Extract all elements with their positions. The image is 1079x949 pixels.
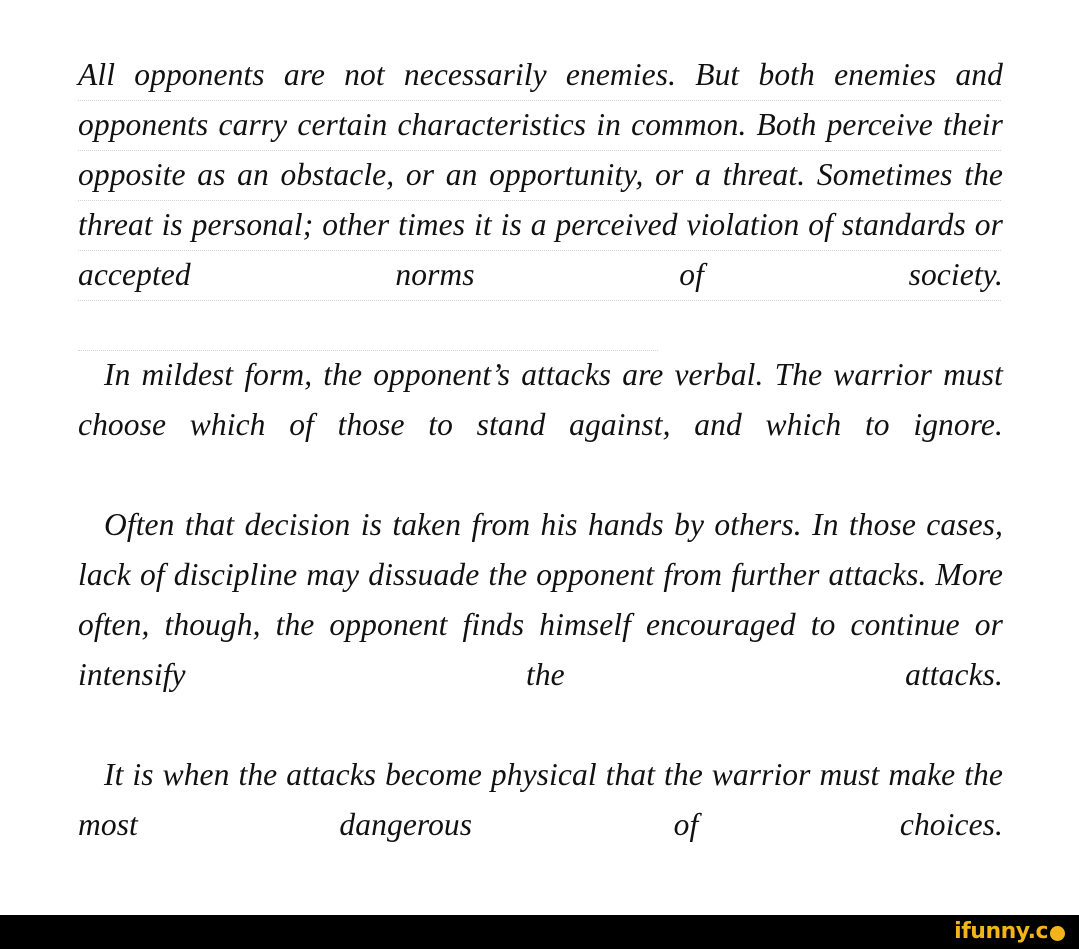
paragraph-2: In mildest form, the opponent’s attacks are verbal. The warrior must choose which of those to stand against, and which to ignore. bbox=[78, 357, 1003, 442]
dotted-underline-line-6 bbox=[78, 350, 658, 351]
paragraph-4: It is when the attacks become physical that the warrior must make the most dangerous of choices. bbox=[78, 757, 1003, 842]
footer-bar bbox=[0, 915, 1079, 949]
paragraph-1: All opponents are not necessarily enemies. But both enemies and opponents carry certain characteristics in common. Both perceive their opposite as an obstacle, or an opportunity, or a threat. Sometimes the threat is personal; other times it is a perceived violation of standards or accepted norms of society. bbox=[78, 57, 1003, 292]
document-text-body bbox=[78, 50, 1003, 900]
watermark-text: ifunny.c bbox=[954, 919, 1048, 944]
watermark-smiley-icon bbox=[1050, 926, 1065, 941]
dotted-underline-line-5 bbox=[78, 300, 1001, 301]
dotted-underline-line-4 bbox=[78, 250, 1001, 251]
paragraph-3: Often that decision is taken from his hands by others. In those cases, lack of discipline may dissuade the opponent from further attacks. More often, though, the opponent finds himself encouraged to continue or intensify the attacks. bbox=[78, 507, 1003, 692]
dotted-underline-line-3 bbox=[78, 200, 1001, 201]
dotted-underline-line-2 bbox=[78, 150, 1001, 151]
dotted-underline-line-1 bbox=[78, 100, 1001, 101]
ifunny-watermark bbox=[954, 919, 1065, 945]
